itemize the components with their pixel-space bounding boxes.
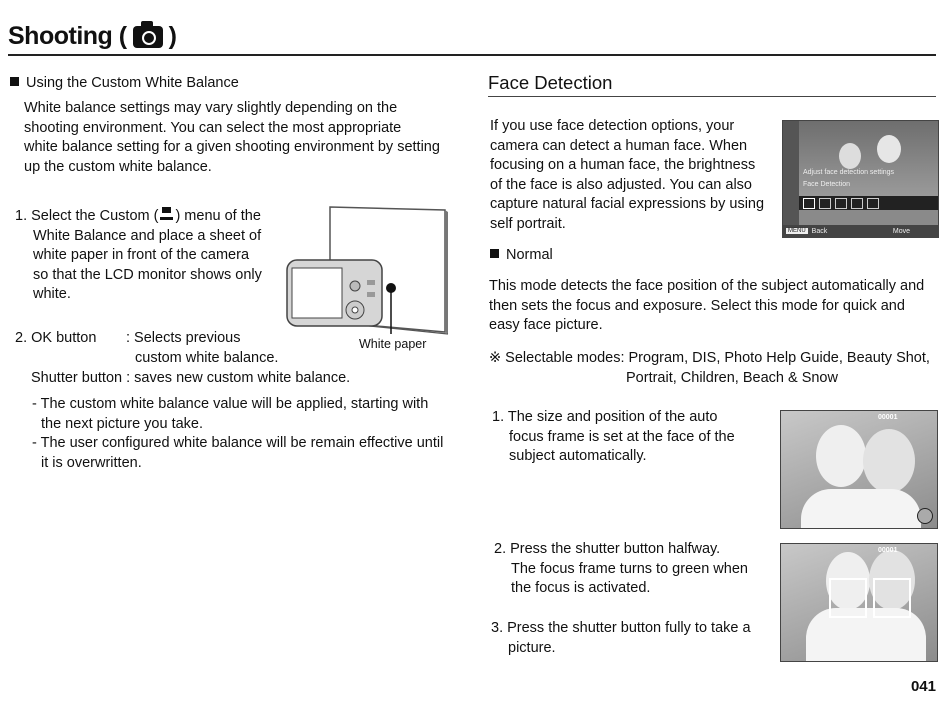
white-balance-illustration — [285, 202, 460, 352]
focus-frame-1 — [829, 578, 867, 618]
shot-counter: 00001 — [878, 547, 898, 554]
step-2-ok: 2. OK button — [15, 330, 97, 346]
white-paper-label: White paper — [359, 337, 427, 351]
section-heading: Using the Custom White Balance — [10, 74, 239, 94]
notes: - The custom white balance value will be applied, starting with the next picture you take. - The user configured white balance will be remain effective until it is overwritten. — [32, 396, 444, 471]
menu-sidebar — [783, 121, 799, 237]
menu-line-2: Face Detection — [803, 181, 851, 188]
camera-icon — [133, 26, 163, 48]
shot-counter: 00001 — [878, 414, 898, 421]
title-text: Shooting ( — [8, 22, 127, 50]
bullet-square-icon — [10, 77, 19, 86]
face-detection-intro: If you use face detection options, your camera can detect a human face. When focusing on a human face, the brightness of the face is also adjusted. You can also capture natural facial expressions by using self portrait. — [490, 118, 765, 232]
lcd-screen-auto-focus — [780, 410, 938, 529]
face-detection-title: Face Detection — [488, 72, 613, 93]
page-title — [8, 22, 176, 51]
step-2-shutter: Shutter button : saves new custom white balance. — [31, 370, 351, 386]
custom-wb-icon — [160, 207, 173, 220]
fd-step-2: 2. Press the shutter button halfway. The focus frame turns to green when the focus is activated. — [494, 541, 748, 597]
section-rule — [488, 96, 936, 97]
bullet-square-icon — [490, 249, 499, 258]
lcd-screen-focus-frame — [780, 543, 938, 662]
face-detect-indicator-icon — [917, 508, 933, 524]
menu-line-1: Adjust face detection settings — [803, 169, 895, 176]
step-2-ok-desc: : Selects previous custom white balance. — [126, 330, 279, 366]
selectable-modes: ※ Selectable modes: Program, DIS, Photo Help Guide, Beauty Shot, Portrait, Children, Beach & Snow — [489, 350, 930, 386]
title-text-close: ) — [168, 22, 177, 50]
step-1: 1. Select the Custom ( ) menu of the White Balance and place a sheet of white paper in front of the camera so that the LCD monitor shows only white. — [15, 208, 262, 303]
focus-frame-2 — [873, 578, 911, 618]
header-rule — [8, 54, 936, 56]
face-detection-menu-screen — [782, 120, 939, 238]
normal-description: This mode detects the face position of the subject automatically and then sets the focus and exposure. Select this mode for quick and easy face picture. — [489, 278, 925, 334]
fd-step-1: 1. The size and position of the auto focus frame is set at the face of the subject automatically. — [492, 409, 735, 465]
menu-footer: MENU Back Move — [783, 225, 938, 237]
menu-options-bar — [799, 196, 939, 210]
normal-heading: Normal — [490, 246, 553, 266]
fd-step-3: 3. Press the shutter button fully to take a picture. — [491, 620, 751, 656]
intro-paragraph: White balance settings may vary slightly depending on the shooting environment. You can select the most appropriate white balance setting for a given shooting environment by setting up the custom white balance. — [24, 100, 440, 175]
page-number: 041 — [910, 678, 936, 695]
